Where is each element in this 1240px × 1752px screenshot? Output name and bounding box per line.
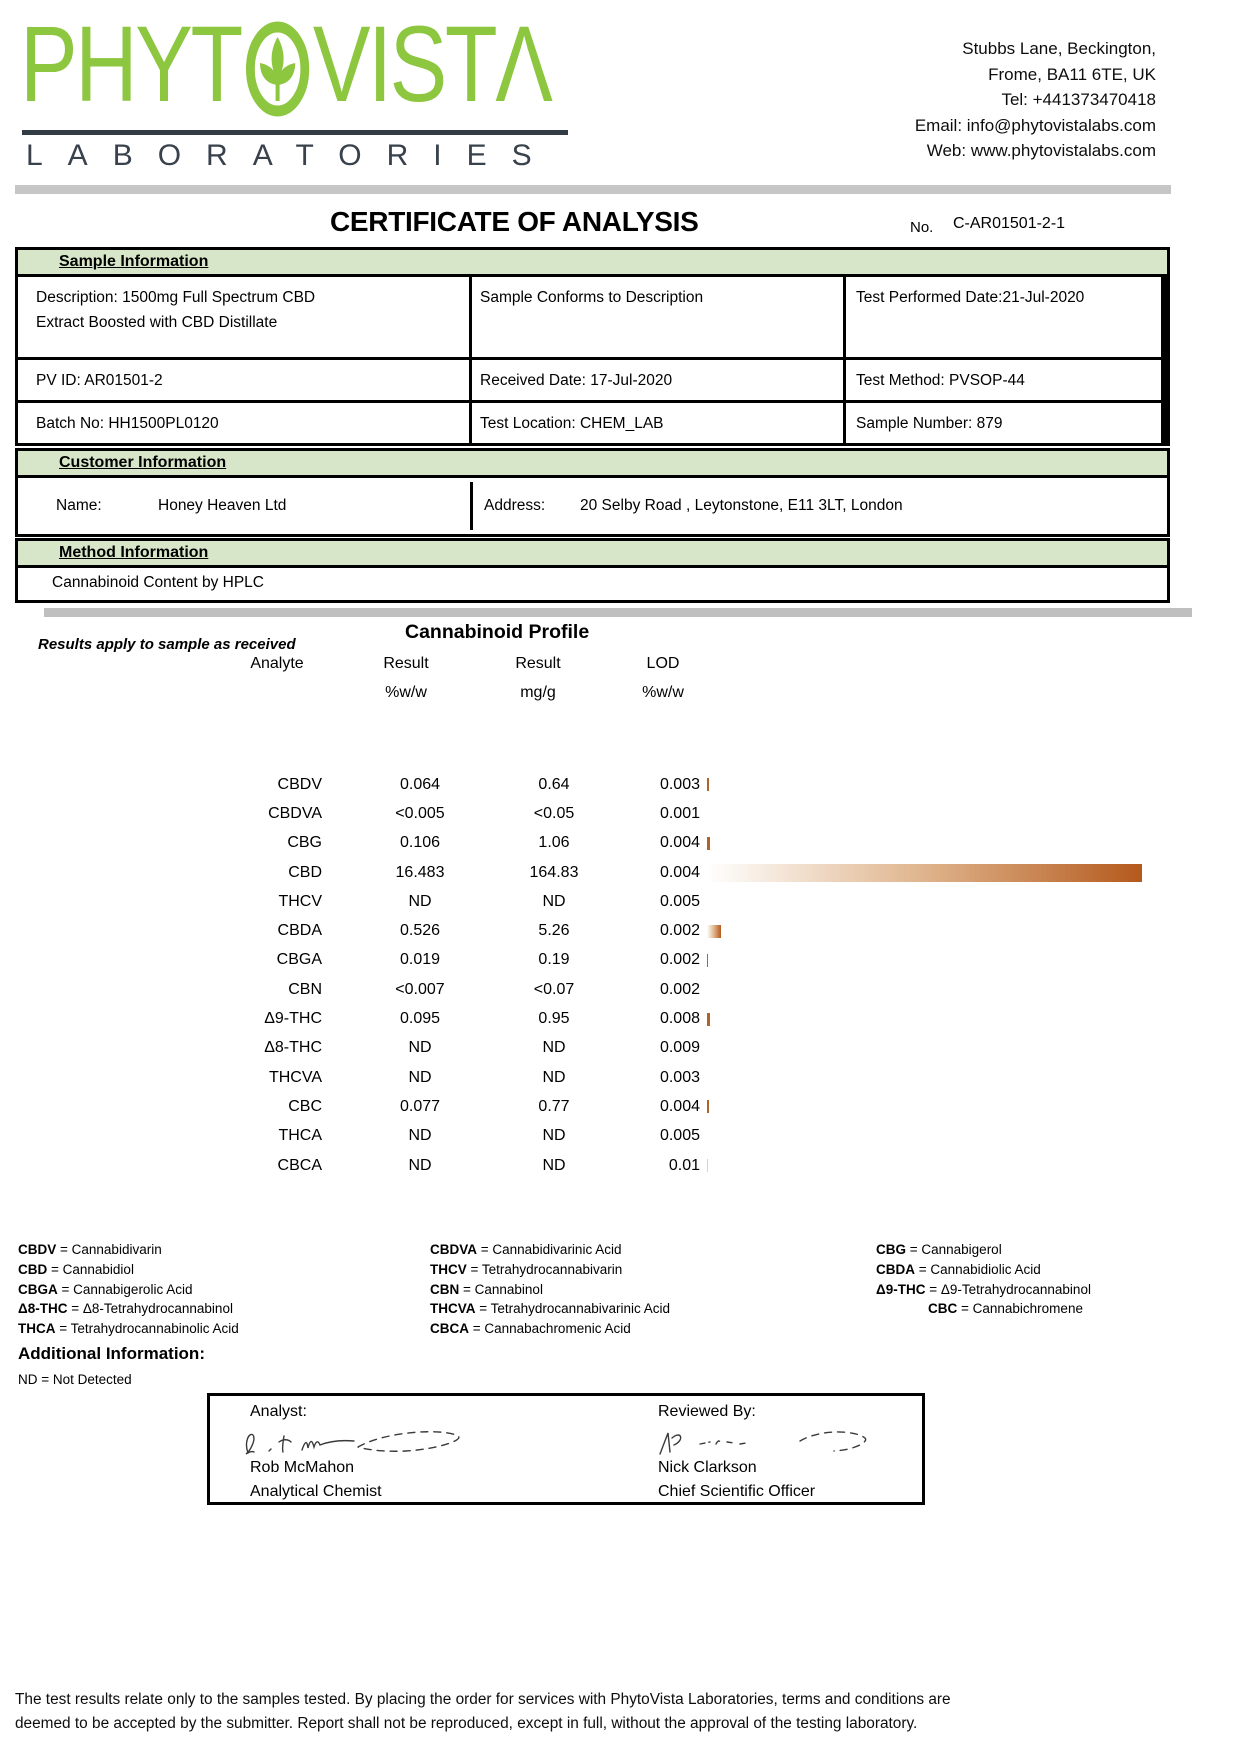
analyte-name: CBCA (277, 1156, 322, 1174)
col-unit-lod: %w/w (642, 684, 684, 701)
footer-line-1: The test results relate only to the samples tested. By placing the order for services with PhytoVista Laboratories, terms and conditions are (15, 1691, 951, 1708)
result-pct-value: 0.064 (399, 775, 441, 793)
analyte-name: THCA (278, 1127, 322, 1145)
reviewer-name: Nick Clarkson (658, 1459, 757, 1476)
legend-entry: Δ9-THC = Δ9-Tetrahydrocannabinol (876, 1281, 1091, 1297)
result-mgg-value: 0.95 (538, 1010, 570, 1028)
header-divider (15, 185, 1171, 194)
result-pct-value: 0.526 (399, 922, 441, 940)
customer-name-value: Honey Heaven Ltd (158, 497, 287, 514)
legend-abbr: THCVA (430, 1301, 476, 1317)
lod-value: 0.002 (659, 922, 700, 940)
logo-text-vista: VISTΛ (312, 3, 551, 124)
cell-line: Description: 1500mg Full Spectrum CBD (36, 289, 316, 306)
analyte-name: CBGA (276, 951, 322, 969)
result-pct-value: 0.095 (399, 1010, 441, 1028)
bar-cell (700, 1159, 1240, 1172)
analyte-name: CBD (288, 863, 322, 881)
bar-cell (700, 925, 1240, 938)
result-pct-value: 16.483 (395, 863, 445, 881)
profile-row (0, 1122, 1240, 1151)
result-pct-value: 0.106 (399, 834, 441, 852)
sample-info-grid (18, 277, 1167, 443)
col-header-result-mgg: Result (515, 655, 561, 672)
contact-line: Email: info@phytovistalabs.com (914, 115, 1156, 135)
customer-information-heading: Customer Information (18, 451, 1167, 475)
logo-rule (22, 130, 568, 135)
result-mgg-value: 0.19 (538, 951, 570, 969)
profile-row (0, 1092, 1240, 1121)
cannabinoid-profile-title: Cannabinoid Profile (405, 621, 590, 643)
profile-row (0, 799, 1240, 828)
signature-box (207, 1393, 925, 1505)
cell-line: PV ID: AR01501-2 (36, 372, 163, 389)
profile-row (0, 858, 1240, 887)
sample-info-cell (18, 360, 469, 400)
bar-cell (700, 837, 1240, 850)
footer-disclaimer (15, 1688, 951, 1736)
sample-info-cell (18, 403, 469, 443)
result-bar (707, 1013, 710, 1026)
logo-subtitle: LABORATORIES (26, 139, 557, 172)
result-bar (707, 837, 710, 850)
analyte-name: Δ8-THC (264, 1039, 322, 1057)
contact-line: Stubbs Lane, Beckington, (962, 39, 1156, 58)
profile-row (0, 1034, 1240, 1063)
customer-info-row (18, 478, 1167, 534)
sample-info-cell (18, 277, 469, 357)
result-bar (707, 864, 1142, 882)
legend-abbr: CBDVA (430, 1242, 477, 1257)
lod-value: 0.003 (659, 775, 700, 793)
legend-abbr: THCA (18, 1321, 56, 1337)
method-information-heading: Method Information (18, 541, 1167, 565)
col-unit-result-pct: %w/w (385, 684, 427, 701)
bar-cell (700, 864, 1240, 882)
legend-entry: CBDV = Cannabidivarin (18, 1242, 162, 1257)
analyte-name: CBDV (277, 775, 322, 793)
cell-line: Sample Conforms to Description (480, 289, 704, 306)
analyst-title: Analytical Chemist (250, 1483, 382, 1500)
legend-entry: THCV = Tetrahydrocannabivarin (430, 1261, 623, 1277)
result-pct-value: ND (408, 892, 432, 910)
lod-value: 0.002 (659, 980, 700, 998)
sample-info-cell (472, 360, 843, 400)
logo-text-phyt: PHYT (20, 3, 241, 124)
contact-line: Frome, BA11 6TE, UK (988, 64, 1156, 84)
legend-entry: CBCA = Cannabachromenic Acid (430, 1321, 631, 1337)
reviewer-signature (648, 1426, 883, 1462)
leaf-in-oval-icon (244, 21, 311, 117)
result-bar (707, 954, 708, 967)
additional-info-heading: Additional Information: (18, 1344, 205, 1363)
result-bar (707, 1100, 709, 1113)
profile-row (0, 975, 1240, 1004)
cell-line: Sample Number: 879 (856, 415, 1003, 432)
bar-cell (700, 954, 1240, 967)
legend-entry: CBN = Cannabinol (430, 1281, 543, 1297)
result-pct-value: ND (408, 1127, 432, 1145)
analyte-name: THCV (278, 892, 322, 910)
legend-entry: THCVA = Tetrahydrocannabivarinic Acid (430, 1301, 670, 1317)
result-mgg-value: ND (542, 1039, 566, 1057)
customer-address-label: Address: (484, 497, 546, 514)
lod-value: 0.004 (659, 863, 700, 881)
customer-address-value: 20 Selby Road , Leytonstone, E11 3LT, London (580, 497, 903, 514)
legend-column (876, 1240, 1091, 1319)
results-note: Results apply to sample as received (38, 636, 296, 653)
legend-abbr: CBCA (430, 1321, 469, 1337)
certificate-title: CERTIFICATE OF ANALYSIS (330, 206, 699, 237)
lod-value: 0.001 (659, 804, 700, 822)
reviewer-title: Chief Scientific Officer (658, 1483, 816, 1500)
legend-entry: CBGA = Cannabigerolic Acid (18, 1281, 193, 1297)
customer-name-label: Name: (56, 497, 102, 514)
cell-line: Test Method: PVSOP-44 (856, 372, 1025, 389)
legend-abbr: CBDV (18, 1242, 57, 1257)
bar-cell (700, 1013, 1240, 1026)
section-divider (44, 608, 1192, 617)
result-pct-value: 0.019 (399, 951, 441, 969)
analyte-name: CBN (288, 980, 322, 998)
analyte-name: CBC (288, 1097, 322, 1115)
result-bar (707, 1159, 708, 1172)
contact-block (915, 36, 1156, 164)
result-mgg-value: 5.26 (538, 922, 570, 940)
method-value: Cannabinoid Content by HPLC (18, 568, 1167, 600)
col-unit-result-mgg: mg/g (520, 684, 556, 701)
result-pct-value: ND (408, 1039, 432, 1057)
profile-row (0, 946, 1240, 975)
result-mgg-value: 164.83 (529, 863, 579, 881)
legend-column (18, 1240, 239, 1339)
sample-info-cell (846, 360, 1161, 400)
sample-info-cell (846, 277, 1161, 357)
profile-row (0, 1004, 1240, 1033)
legend-abbr: Δ8-THC (18, 1301, 68, 1317)
profile-row (0, 916, 1240, 945)
result-pct-value: ND (408, 1156, 432, 1174)
analyst-signature (238, 1426, 473, 1462)
legend-entry: CBG = Cannabigerol (876, 1242, 1002, 1257)
analyte-name: Δ9-THC (264, 1010, 322, 1028)
profile-rows (0, 770, 1240, 1180)
profile-row (0, 887, 1240, 916)
bar-cell (700, 1100, 1240, 1113)
certificate-no-value: C-AR01501-2-1 (953, 215, 1066, 232)
col-header-lod: LOD (646, 655, 680, 672)
result-mgg-value: ND (542, 892, 566, 910)
contact-line: Tel: +441373470418 (1001, 90, 1156, 109)
analyst-name: Rob McMahon (250, 1459, 355, 1476)
profile-row (0, 1063, 1240, 1092)
legend-column (430, 1240, 670, 1339)
col-header-analyte: Analyte (250, 655, 304, 672)
method-information-section (15, 538, 1170, 603)
legend-entry: CBDVA = Cannabidivarinic Acid (430, 1242, 622, 1257)
result-pct-value: <0.007 (395, 980, 445, 998)
legend-entry: CBDA = Cannabidiolic Acid (876, 1261, 1041, 1277)
cell-line: Test Location: CHEM_LAB (480, 415, 664, 432)
legend-entry: CBD = Cannabidiol (18, 1261, 134, 1277)
nd-note: ND = Not Detected (18, 1372, 132, 1387)
lod-value: 0.008 (659, 1010, 700, 1028)
legend-abbr: CBGA (18, 1281, 58, 1297)
lod-value: 0.01 (668, 1156, 700, 1174)
result-pct-value: 0.077 (399, 1097, 441, 1115)
legend-abbr: CBC (928, 1301, 958, 1317)
result-mgg-value: 0.77 (538, 1097, 570, 1115)
sample-information-heading: Sample Information (18, 250, 1167, 274)
col-header-result-pct: Result (383, 655, 429, 672)
legend-entry: Δ8-THC = Δ8-Tetrahydrocannabinol (18, 1301, 233, 1317)
profile-row (0, 829, 1240, 858)
cell-line: Test Performed Date:21-Jul-2020 (856, 289, 1085, 306)
legend-entry: THCA = Tetrahydrocannabinolic Acid (18, 1321, 239, 1337)
result-mgg-value: ND (542, 1068, 566, 1086)
legend-abbr: CBG (876, 1242, 906, 1257)
result-mgg-value: ND (542, 1156, 566, 1174)
result-pct-value: ND (408, 1068, 432, 1086)
legend-abbr: CBDA (876, 1261, 915, 1277)
result-mgg-value: 1.06 (538, 834, 570, 852)
analyte-name: CBDA (277, 922, 322, 940)
legend-abbr: CBN (430, 1281, 460, 1297)
sample-info-cell (846, 403, 1161, 443)
cell-line: Extract Boosted with CBD Distillate (36, 314, 278, 331)
cell-line: Batch No: HH1500PL0120 (36, 415, 219, 432)
contact-line: Web: www.phytovistalabs.com (926, 141, 1156, 160)
result-pct-value: <0.005 (395, 804, 445, 822)
reviewer-label: Reviewed By: (658, 1403, 756, 1420)
result-bar (707, 925, 721, 938)
certificate-no-label: No. (910, 219, 934, 236)
result-mgg-value: ND (542, 1127, 566, 1145)
phytovista-logo (20, 2, 551, 126)
result-bar (707, 778, 709, 791)
analyte-name: CBG (287, 834, 322, 852)
sample-info-cell (472, 277, 843, 357)
lod-value: 0.003 (659, 1068, 700, 1086)
analyte-name: THCVA (268, 1068, 322, 1086)
bar-cell (700, 778, 1240, 791)
legend-entry: CBC = Cannabichromene (928, 1301, 1083, 1317)
legend-abbr: Δ9-THC (876, 1281, 926, 1297)
analyte-name: CBDVA (268, 804, 322, 822)
profile-row (0, 770, 1240, 799)
analyst-label: Analyst: (250, 1403, 307, 1420)
cell-line: Received Date: 17-Jul-2020 (480, 372, 673, 389)
lod-value: 0.004 (659, 1097, 700, 1115)
result-mgg-value: 0.64 (538, 775, 570, 793)
profile-row (0, 1151, 1240, 1180)
footer-line-2: deemed to be accepted by the submitter. Report shall not be reproduced, except in full, without the approval of the testing laboratory. (15, 1715, 918, 1732)
lod-value: 0.005 (659, 1127, 700, 1145)
lod-value: 0.004 (659, 834, 700, 852)
legend-abbr: CBD (18, 1261, 48, 1277)
lod-value: 0.009 (659, 1039, 700, 1057)
lod-value: 0.005 (659, 892, 700, 910)
lod-value: 0.002 (659, 951, 700, 969)
sample-info-cell (472, 403, 843, 443)
sample-information-section (15, 247, 1170, 446)
customer-cell-divider (470, 482, 473, 530)
legend-abbr: THCV (430, 1261, 467, 1277)
customer-information-section (15, 448, 1170, 537)
result-mgg-value: <0.05 (533, 804, 575, 822)
result-mgg-value: <0.07 (533, 980, 575, 998)
